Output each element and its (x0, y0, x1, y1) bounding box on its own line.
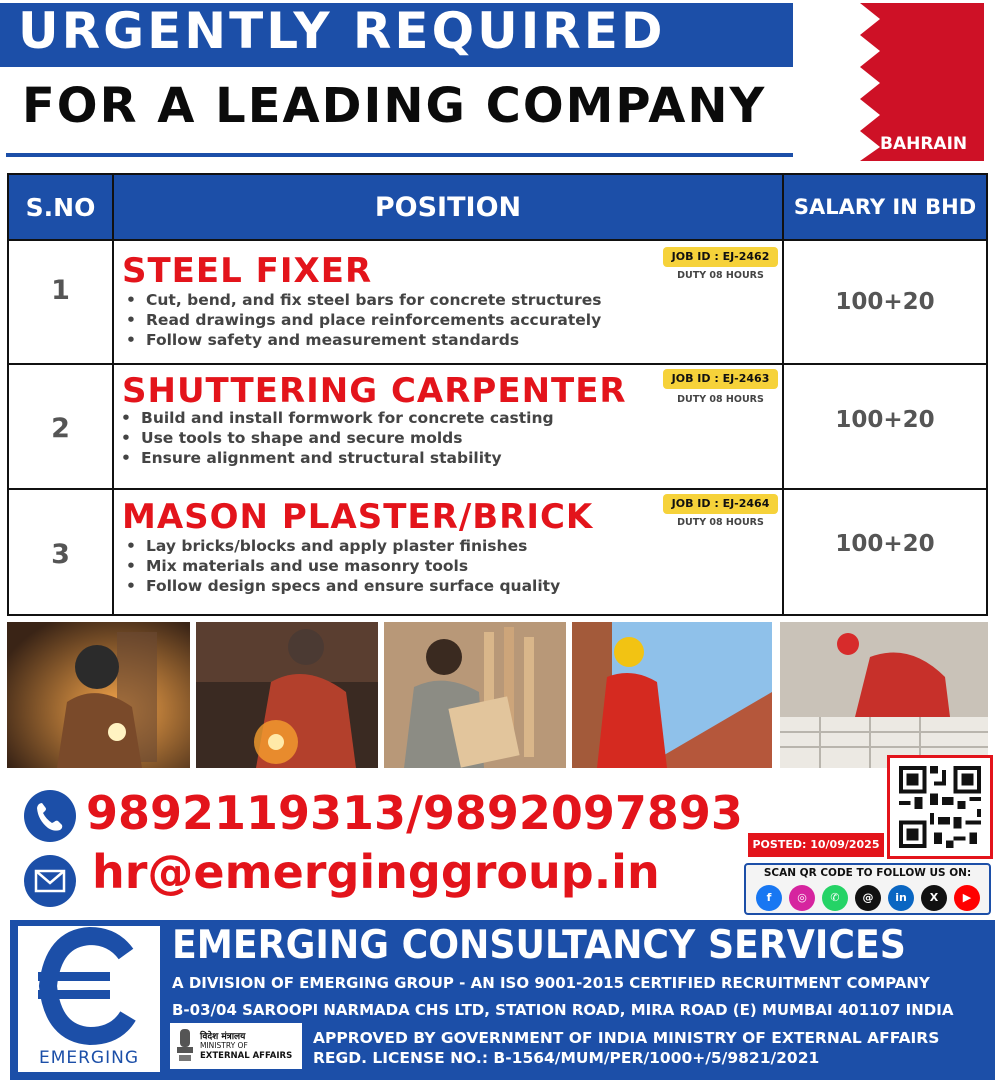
mason-photo (780, 622, 988, 768)
jobs-table (7, 173, 988, 616)
list-item: • Follow design specs and ensure surface quality (122, 576, 560, 596)
row-salary: 100+20 (835, 289, 935, 315)
job-title: SHUTTERING CARPENTER (122, 371, 627, 411)
whatsapp-icon[interactable]: ✆ (822, 885, 848, 911)
list-item: • Use tools to shape and secure molds (117, 428, 554, 448)
duty-hours: DUTY 08 HOURS (677, 394, 764, 405)
threads-icon[interactable]: @ (855, 885, 881, 911)
row-divider (9, 239, 986, 241)
header-sno: S.NO (9, 175, 112, 239)
list-item: • Mix materials and use masonry tools (122, 556, 560, 576)
mea-hindi-label: विदेश मंत्रालय (200, 1032, 246, 1042)
emblem-icon (174, 1027, 196, 1065)
social-panel (744, 863, 991, 915)
row-sno: 1 (51, 275, 70, 306)
country-label: BAHRAIN (880, 134, 968, 154)
header-divider (6, 153, 793, 157)
qr-code[interactable] (887, 755, 993, 859)
welder-photo (7, 622, 190, 768)
page-subtitle: FOR A LEADING COMPANY (22, 78, 767, 134)
bricklayer-photo (572, 622, 772, 768)
list-item: • Cut, bend, and fix steel bars for concrete structures (122, 290, 601, 310)
phone-icon (24, 790, 76, 842)
logo-wordmark: EMERGING (38, 1048, 140, 1068)
job-id-badge: JOB ID : EJ-2462 (663, 247, 778, 267)
email-address[interactable]: hr@emerginggroup.in (92, 845, 660, 899)
company-logo (18, 926, 160, 1072)
row-sno: 3 (51, 539, 70, 570)
mea-badge (170, 1023, 302, 1069)
carpenter-photo (384, 622, 566, 768)
duty-hours: DUTY 08 HOURS (677, 517, 764, 528)
row-divider (9, 488, 986, 490)
job-duties (122, 536, 560, 596)
page-title: URGENTLY REQUIRED (18, 2, 666, 60)
x-icon[interactable]: X (921, 885, 947, 911)
posted-date: POSTED: 10/09/2025 (748, 833, 884, 857)
approval-text: APPROVED BY GOVERNMENT OF INDIA MINISTRY OF EXTERNAL AFFAIRS (313, 1029, 940, 1047)
job-title: MASON PLASTER/BRICK (122, 497, 594, 537)
row-sno: 2 (51, 413, 70, 444)
job-id-badge: JOB ID : EJ-2464 (663, 494, 778, 514)
row-salary: 100+20 (835, 531, 935, 557)
job-duties (122, 290, 601, 350)
row-divider (9, 363, 986, 365)
steel-worker-photo (196, 622, 378, 768)
job-duties (117, 408, 554, 468)
youtube-icon[interactable]: ▶ (954, 885, 980, 911)
instagram-icon[interactable]: ◎ (789, 885, 815, 911)
row-salary: 100+20 (835, 407, 935, 433)
list-item: • Ensure alignment and structural stability (117, 448, 554, 468)
list-item: • Build and install formwork for concrete casting (117, 408, 554, 428)
facebook-icon[interactable]: f (756, 885, 782, 911)
company-name: EMERGING CONSULTANCY SERVICES (172, 923, 906, 968)
mea-ministry-label: MINISTRY OF (200, 1041, 248, 1050)
phone-numbers[interactable]: 9892119313/9892097893 (86, 786, 743, 840)
company-tagline: A DIVISION OF EMERGING GROUP - AN ISO 9001-2015 CERTIFIED RECRUITMENT COMPANY (172, 974, 930, 992)
header-position: POSITION (114, 175, 782, 239)
scan-label: SCAN QR CODE TO FOLLOW US ON: (763, 867, 972, 879)
license-text: REGD. LICENSE NO.: B-1564/MUM/PER/1000+/5/9821/2021 (313, 1049, 820, 1067)
job-id-badge: JOB ID : EJ-2463 (663, 369, 778, 389)
list-item: • Follow safety and measurement standards (122, 330, 601, 350)
job-title: STEEL FIXER (122, 251, 373, 291)
header-salary: SALARY IN BHD (784, 175, 986, 239)
linkedin-icon[interactable]: in (888, 885, 914, 911)
list-item: • Lay bricks/blocks and apply plaster finishes (122, 536, 560, 556)
mea-external-label: EXTERNAL AFFAIRS (200, 1051, 293, 1061)
email-icon (24, 855, 76, 907)
company-address: B-03/04 SAROOPI NARMADA CHS LTD, STATION ROAD, MIRA ROAD (E) MUMBAI 401107 INDIA (172, 1001, 954, 1019)
duty-hours: DUTY 08 HOURS (677, 270, 764, 281)
list-item: • Read drawings and place reinforcements accurately (122, 310, 601, 330)
